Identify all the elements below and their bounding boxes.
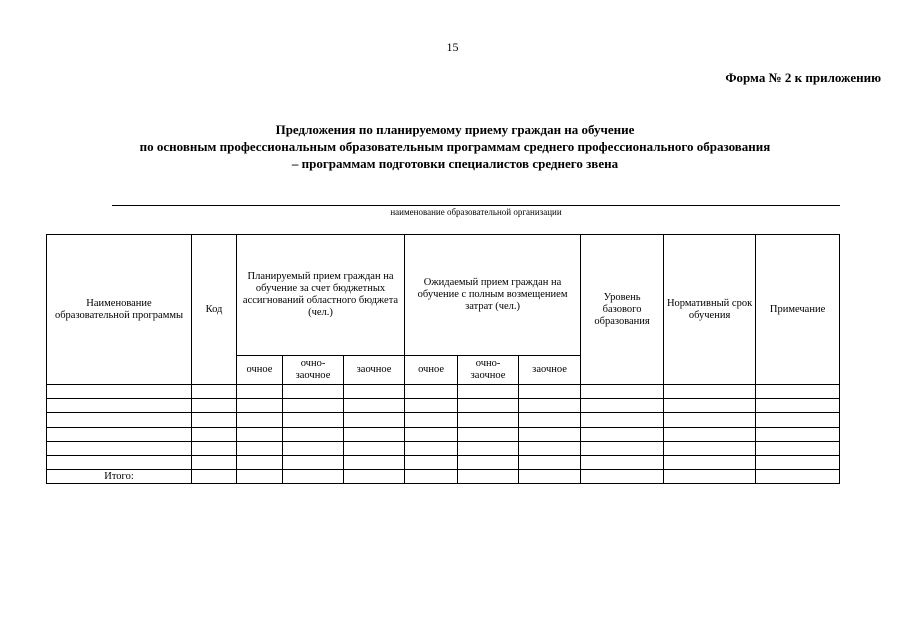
table-row (47, 427, 840, 441)
subheader-planned-extramural: заочное (344, 356, 405, 385)
header-expected-admission: Ожидаемый прием граждан на обучение с полным возмещением затрат (чел.) (405, 235, 581, 356)
header-planned-admission: Планируемый прием граждан на обучение за счет бюджетных ассигнований областного бюджета (чел.) (237, 235, 405, 356)
header-base-education-level: Уровень базового образования (581, 235, 664, 385)
page-number: 15 (446, 40, 459, 54)
table-row (47, 455, 840, 469)
table-row (47, 441, 840, 455)
subheader-planned-part-time: очно-заочное (283, 356, 344, 385)
table-row (47, 385, 840, 399)
organization-caption: наименование образовательной организации (390, 207, 562, 217)
header-note: Примечание (756, 235, 840, 385)
subheader-expected-part-time: очно-заочное (458, 356, 519, 385)
title-line-1: Предложения по планируемому приему граждан на обучение (275, 122, 635, 137)
document-title (50, 121, 860, 172)
form-label: Форма № 2 к приложению (725, 70, 881, 85)
header-program-name: Наименование образовательной программы (47, 235, 192, 385)
organization-name-line (112, 205, 840, 206)
subheader-planned-full-time: очное (237, 356, 283, 385)
header-code: Код (192, 235, 237, 385)
title-line-2: по основным профессиональным образовательным программам среднего профессионального образования (139, 139, 771, 154)
admission-proposals-table (46, 234, 840, 484)
title-line-3: – программам подготовки специалистов среднего звена (291, 156, 619, 171)
subheader-expected-extramural: заочное (519, 356, 581, 385)
total-row (47, 470, 840, 484)
table-header-row (47, 235, 840, 356)
header-normative-term: Нормативный срок обучения (664, 235, 756, 385)
subheader-expected-full-time: очное (405, 356, 458, 385)
table-row (47, 399, 840, 413)
table-row (47, 413, 840, 427)
total-label: Итого: (47, 470, 192, 484)
